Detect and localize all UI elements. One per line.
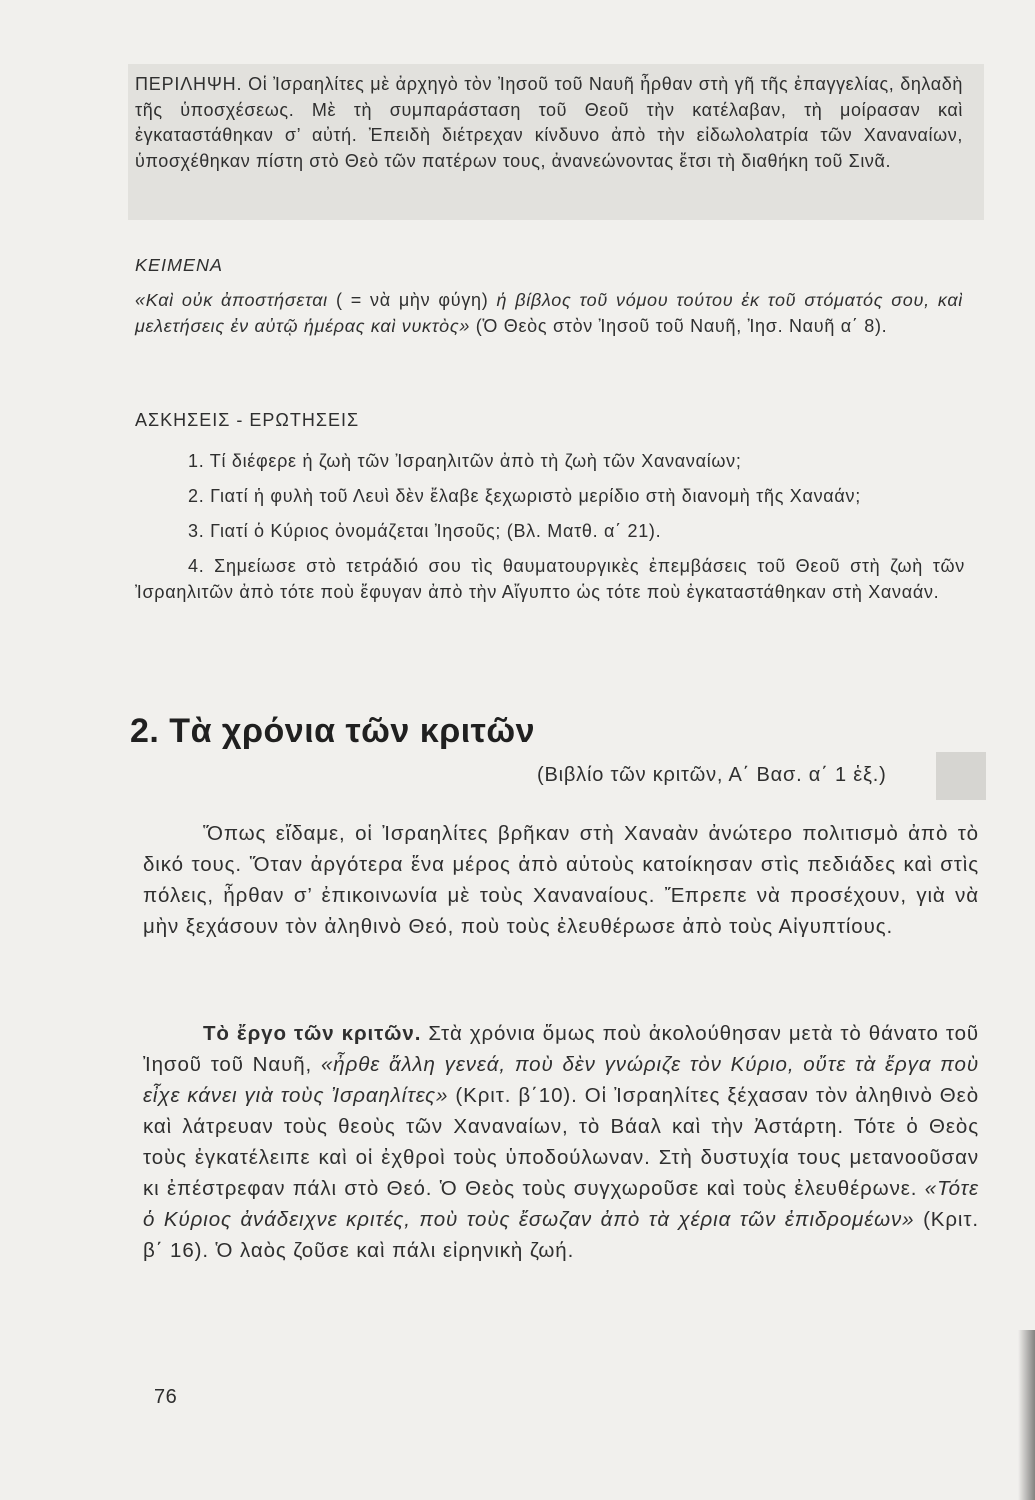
page-edge-shadow xyxy=(1018,1330,1035,1500)
body-paragraph-1: Ὅπως εἴδαμε, οἱ Ἰσραηλίτες βρῆκαν στὴ Χαναὰν ἀνώτερο πολιτισμὸ ἀπὸ τὸ δικό τους. Ὅταν ἀργότερα ἕνα μέρος ἀπὸ αὐτοὺς κατοίκησαν στὶς πεδιάδες καὶ στὶς πόλεις, ἦρθαν σ’ ἐπικοινωνία μὲ τοὺς Χαναναίους. Ἔπρεπε νὰ προσέχουν, γιὰ νὰ μὴν ξεχάσουν τὸν ἀληθινὸ Θεό, ποὺ τοὺς ἐλευθέρωσε ἀπὸ τοὺς Αἰγυπτίους. xyxy=(143,822,979,938)
summary-paragraph xyxy=(135,72,963,174)
exercise-item: 3. Γιατί ὁ Κύριος ὀνομάζεται Ἰησοῦς; (Βλ. Ματθ. α΄ 21). xyxy=(188,521,662,541)
summary-label: ΠΕΡΙΛΗΨΗ. xyxy=(135,74,243,94)
summary-text: Οἱ Ἰσραηλίτες μὲ ἀρχηγὸ τὸν Ἰησοῦ τοῦ Ναυῆ ἦρθαν στὴ γῆ τῆς ἐπαγγελίας, δηλαδὴ τῆς ὑποσχέσεως. Μὲ τὴ συμπαράσταση τοῦ Θεοῦ τὴν κατέλαβαν, τὴ μοίρασαν καὶ ἐγκαταστάθηκαν σ’ αὐτή. Ἐπειδὴ διέτρεχαν κίνδυνο ἀπὸ τὴν εἰδωλολατρία τῶν Χαναναίων, ὑποσχέθηκαν πίστη στὸ Θεὸ τῶν πατέρων τους, ἀνανεώνοντας ἔτσι τὴ διαθήκη τοῦ Σινᾶ. xyxy=(135,74,963,171)
keimena-quote-block xyxy=(135,287,963,339)
keimena-quote-rest: ἡ βίβλος τοῦ νόμου τούτου ἐκ τοῦ στόματός σου, καὶ μελετήσεις ἐν αὐτῷ ἡμέρας καὶ νυκτὸς» xyxy=(135,290,964,336)
page-number: 76 xyxy=(154,1386,178,1408)
exercise-item: 1. Τί διέφερε ἡ ζωὴ τῶν Ἰσραηλιτῶν ἀπὸ τὴ ζωὴ τῶν Χαναναίων; xyxy=(188,451,742,471)
para2-heading: Τὸ ἔργο τῶν κριτῶν. xyxy=(203,1022,422,1045)
keimena-gloss: ( = νὰ μὴν φύγη) xyxy=(335,290,489,310)
exercise-item: 2. Γιατί ἡ φυλὴ τοῦ Λευὶ δὲν ἔλαβε ξεχωριστὸ μερίδιο στὴ διανομὴ τῆς Χαναάν; xyxy=(188,486,861,506)
keimena-heading: ΚΕΙΜΕΝΑ xyxy=(135,255,224,275)
exercises-heading: ΑΣΚΗΣΕΙΣ - ΕΡΩΤΗΣΕΙΣ xyxy=(135,410,360,430)
para2-quote-2: «Τότε ὁ Κύριος ἀνάδειχνε κριτές, ποὺ τοὺς ἔσωζαν ἀπὸ τὰ χέρια τῶν ἐπιδρομέων» xyxy=(143,1177,979,1231)
chapter-subtitle: (Βιβλίο τῶν κριτῶν, Α΄ Βασ. α΄ 1 ἑξ.) xyxy=(537,764,887,786)
exercise-list xyxy=(135,448,965,614)
para2-text-a: Στὰ χρόνια ὅμως ποὺ ἀκολούθησαν μετὰ τὸ θάνατο τοῦ Ἰησοῦ τοῦ Ναυῆ, xyxy=(143,1022,979,1076)
exercise-item: 4. Σημείωσε στὸ τετράδιό σου τὶς θαυματουργικὲς ἐπεμβάσεις τοῦ Θεοῦ στὴ ζωὴ τῶν Ἰσραηλιτῶν ἀπὸ τότε ποὺ ἔφυγαν ἀπὸ τὴν Αἴγυπτο ὡς τότε ποὺ ἐγκαταστάθηκαν στὴ Χαναάν. xyxy=(135,556,965,602)
para2-text-c: (Κριτ. β΄ 16). Ὁ λαὸς ζοῦσε καὶ πάλι εἰρηνικὴ ζωή. xyxy=(143,1208,979,1262)
para2-text-b: (Κριτ. β΄10). Οἱ Ἰσραηλίτες ξέχασαν τὸν ἀληθινὸ Θεὸ καὶ λάτρευαν τοὺς θεοὺς τῶν Χαναναίων, τὸ Βάαλ καὶ τὴν Ἀστάρτη. Τότε ὁ Θεὸς τοὺς ἐγκατέλειπε καὶ οἱ ἐχθροὶ τοὺς ὑποδούλωναν. Στὴ δυστυχία τους μετανοοῦσαν κι ἐπέστρεφαν πάλι στὸ Θεό. Ὁ Θεὸς τοὺς συγχωροῦσε καὶ τοὺς ἐλευθέρωνε. xyxy=(143,1084,979,1200)
chapter-title: 2. Τὰ χρόνια τῶν κριτῶν xyxy=(130,712,535,750)
keimena-quote: «Καὶ οὐκ ἀποστήσεται xyxy=(135,290,328,310)
bleed-through-shade xyxy=(936,752,986,800)
keimena-source: (Ὁ Θεὸς στὸν Ἰησοῦ τοῦ Ναυῆ, Ἰησ. Ναυῆ α΄ 8). xyxy=(475,316,888,336)
body-paragraph-2 xyxy=(143,1018,979,1266)
para2-quote-1: «ἦρθε ἄλλη γενεά, ποὺ δὲν γνώριζε τὸν Κύριο, οὔτε τὰ ἔργα ποὺ εἶχε κάνει γιὰ τοὺς Ἰσραηλίτες» xyxy=(143,1053,979,1107)
